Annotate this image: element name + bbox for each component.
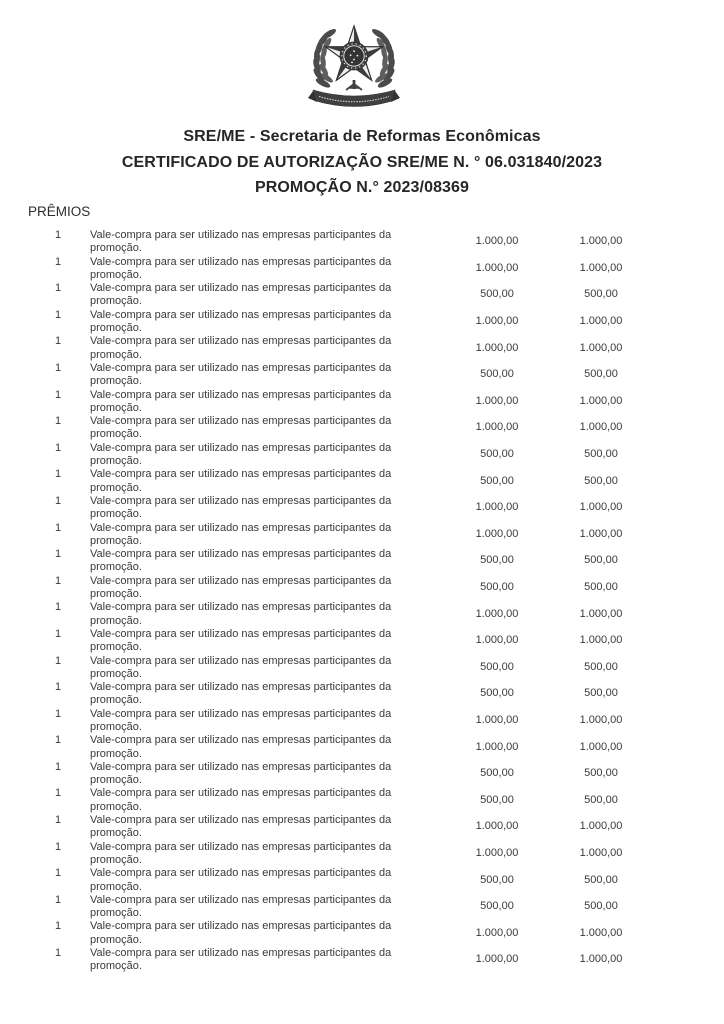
- prize-quantity: 1: [54, 468, 62, 481]
- prize-row: [0, 256, 724, 283]
- prize-row: [0, 415, 724, 442]
- prize-description: Vale-compra para ser utilizado nas empresas participantes da promoção.: [90, 574, 392, 601]
- prize-description: Vale-compra para ser utilizado nas empresas participantes da promoção.: [90, 548, 392, 574]
- certificate-number-title: CERTIFICADO DE AUTORIZAÇÃO SRE/ME N. ° 06.031840/2023: [121, 153, 603, 171]
- brazil-coat-of-arms-icon: [306, 12, 402, 112]
- prize-quantity: 1: [54, 548, 62, 561]
- prizes-table: [0, 229, 724, 974]
- prize-total-value: 500,00: [584, 900, 618, 913]
- prize-unit-value: 1.000,00: [475, 394, 519, 407]
- prize-unit-value: 1.000,00: [475, 846, 519, 859]
- prize-total-value: 1.000,00: [579, 261, 623, 274]
- prize-description: Vale-compra para ser utilizado nas empresas participantes da promoção.: [90, 335, 392, 361]
- prize-total-value: 1.000,00: [579, 341, 623, 354]
- prize-unit-value: 1.000,00: [475, 820, 519, 833]
- prize-total-value: 1.000,00: [579, 315, 623, 328]
- prize-unit-value: 1.000,00: [475, 341, 519, 354]
- prize-unit-value: 500,00: [480, 448, 514, 461]
- prize-description: Vale-compra para ser utilizado nas empresas participantes da promoção.: [90, 920, 392, 946]
- prize-row: [0, 655, 724, 682]
- prize-total-value: 500,00: [584, 448, 618, 461]
- prize-row: [0, 628, 724, 655]
- prize-description: Vale-compra para ser utilizado nas empresas participantes da promoção.: [90, 601, 392, 627]
- prize-unit-value: 500,00: [480, 368, 514, 381]
- prize-row: [0, 309, 724, 336]
- prize-row: [0, 734, 724, 761]
- prize-total-value: 500,00: [584, 554, 618, 567]
- prize-description: Vale-compra para ser utilizado nas empresas participantes da promoção.: [90, 867, 392, 893]
- prize-row: [0, 894, 724, 921]
- prize-quantity: 1: [54, 627, 62, 640]
- prize-unit-value: 500,00: [480, 767, 514, 780]
- prize-row: [0, 841, 724, 868]
- prize-row: [0, 787, 724, 814]
- prize-description: Vale-compra para ser utilizado nas empresas participantes da promoção.: [90, 361, 392, 388]
- prize-row: [0, 468, 724, 495]
- prize-unit-value: 500,00: [480, 474, 514, 487]
- prize-row: [0, 522, 724, 549]
- prize-quantity: 1: [54, 308, 62, 321]
- prize-description: Vale-compra para ser utilizado nas empresas participantes da promoção.: [90, 388, 392, 414]
- prize-description: Vale-compra para ser utilizado nas empresas participantes da promoção.: [90, 521, 392, 547]
- prize-total-value: 1.000,00: [579, 713, 623, 726]
- prize-row: [0, 920, 724, 947]
- org-title: SRE/ME - Secretaria de Reformas Econômicas: [183, 128, 541, 145]
- prize-row: [0, 761, 724, 788]
- prize-quantity: 1: [54, 760, 62, 773]
- prize-total-value: 500,00: [584, 288, 618, 301]
- prize-row: [0, 575, 724, 602]
- prize-description: Vale-compra para ser utilizado nas empresas participantes da promoção.: [90, 734, 392, 760]
- prize-description: Vale-compra para ser utilizado nas empresas participantes da promoção.: [90, 840, 392, 866]
- prize-quantity: 1: [54, 494, 62, 507]
- prize-quantity: 1: [54, 893, 62, 906]
- prize-total-value: 500,00: [584, 687, 618, 700]
- prize-description: Vale-compra para ser utilizado nas empresas participantes da promoção.: [90, 893, 392, 920]
- prize-quantity: 1: [54, 947, 62, 960]
- prize-unit-value: 1.000,00: [475, 740, 519, 753]
- prize-quantity: 1: [54, 361, 62, 374]
- prize-quantity: 1: [54, 415, 62, 428]
- prize-total-value: 500,00: [584, 581, 618, 594]
- prize-unit-value: 1.000,00: [475, 713, 519, 726]
- prize-quantity: 1: [54, 255, 62, 268]
- prize-quantity: 1: [54, 441, 62, 454]
- premios-section-title: PRÊMIOS: [28, 204, 91, 219]
- prize-description: Vale-compra para ser utilizado nas empresas participantes da promoção.: [90, 468, 392, 494]
- prize-total-value: 1.000,00: [579, 953, 623, 966]
- prize-row: [0, 495, 724, 522]
- prize-description: Vale-compra para ser utilizado nas empresas participantes da promoção.: [90, 814, 392, 840]
- prize-total-value: 500,00: [584, 767, 618, 780]
- prize-description: Vale-compra para ser utilizado nas empresas participantes da promoção.: [90, 441, 392, 468]
- prize-row: [0, 601, 724, 628]
- prize-row: [0, 814, 724, 841]
- prize-description: Vale-compra para ser utilizado nas empresas participantes da promoção.: [90, 282, 392, 308]
- prize-description: Vale-compra para ser utilizado nas empresas participantes da promoção.: [90, 787, 392, 813]
- prize-unit-value: 1.000,00: [475, 261, 519, 274]
- prize-row: [0, 282, 724, 309]
- prize-quantity: 1: [54, 920, 62, 933]
- prize-unit-value: 500,00: [480, 660, 514, 673]
- prize-row: [0, 362, 724, 389]
- prize-quantity: 1: [54, 867, 62, 880]
- prize-unit-value: 500,00: [480, 900, 514, 913]
- prize-total-value: 1.000,00: [579, 527, 623, 540]
- prize-unit-value: 1.000,00: [475, 926, 519, 939]
- prize-quantity: 1: [54, 814, 62, 827]
- prize-unit-value: 500,00: [480, 873, 514, 886]
- prize-description: Vale-compra para ser utilizado nas empresas participantes da promoção.: [90, 494, 392, 521]
- prize-total-value: 1.000,00: [579, 820, 623, 833]
- prize-description: Vale-compra para ser utilizado nas empresas participantes da promoção.: [90, 707, 392, 733]
- prize-unit-value: 500,00: [480, 554, 514, 567]
- prize-total-value: 500,00: [584, 368, 618, 381]
- prize-total-value: 500,00: [584, 474, 618, 487]
- prize-row: [0, 947, 724, 974]
- prize-description: Vale-compra para ser utilizado nas empresas participantes da promoção.: [90, 654, 392, 680]
- document-title-block: [0, 124, 724, 201]
- prize-unit-value: 1.000,00: [475, 634, 519, 647]
- prize-total-value: 1.000,00: [579, 607, 623, 620]
- prize-quantity: 1: [54, 229, 62, 241]
- prize-unit-value: 1.000,00: [475, 421, 519, 434]
- prize-total-value: 1.000,00: [579, 235, 623, 248]
- prize-row: [0, 681, 724, 708]
- prize-total-value: 1.000,00: [579, 421, 623, 434]
- prize-row: [0, 867, 724, 894]
- prize-total-value: 1.000,00: [579, 501, 623, 514]
- prize-total-value: 1.000,00: [579, 634, 623, 647]
- prize-total-value: 1.000,00: [579, 926, 623, 939]
- prize-unit-value: 500,00: [480, 687, 514, 700]
- prize-description: Vale-compra para ser utilizado nas empresas participantes da promoção.: [90, 308, 392, 335]
- promotion-number-title: PROMOÇÃO N.° 2023/08369: [254, 179, 470, 196]
- brazil-coat-of-arms-icon: [306, 12, 402, 112]
- prize-quantity: 1: [54, 601, 62, 614]
- prize-row: [0, 389, 724, 416]
- prize-description: Vale-compra para ser utilizado nas empresas participantes da promoção.: [90, 947, 392, 973]
- prize-quantity: 1: [54, 654, 62, 667]
- prize-total-value: 1.000,00: [579, 740, 623, 753]
- prize-description: Vale-compra para ser utilizado nas empresas participantes da promoção.: [90, 760, 392, 787]
- prize-unit-value: 500,00: [480, 793, 514, 806]
- prize-unit-value: 1.000,00: [475, 315, 519, 328]
- prize-quantity: 1: [54, 681, 62, 694]
- prize-unit-value: 1.000,00: [475, 501, 519, 514]
- prize-quantity: 1: [54, 574, 62, 587]
- prize-quantity: 1: [54, 787, 62, 800]
- prize-description: Vale-compra para ser utilizado nas empresas participantes da promoção.: [90, 255, 392, 281]
- prize-description: Vale-compra para ser utilizado nas empresas participantes da promoção.: [90, 627, 392, 654]
- prize-total-value: 500,00: [584, 873, 618, 886]
- prize-row: [0, 708, 724, 735]
- prize-quantity: 1: [54, 335, 62, 348]
- prize-unit-value: 1.000,00: [475, 953, 519, 966]
- prize-unit-value: 1.000,00: [475, 527, 519, 540]
- prize-row: [0, 548, 724, 575]
- prize-unit-value: 1.000,00: [475, 235, 519, 248]
- prize-description: Vale-compra para ser utilizado nas empresas participantes da promoção.: [90, 415, 392, 441]
- prize-row: [0, 335, 724, 362]
- prize-quantity: 1: [54, 388, 62, 401]
- prize-quantity: 1: [54, 707, 62, 720]
- prize-total-value: 1.000,00: [579, 394, 623, 407]
- prize-quantity: 1: [54, 521, 62, 534]
- prize-unit-value: 500,00: [480, 288, 514, 301]
- prize-quantity: 1: [54, 840, 62, 853]
- prize-total-value: 500,00: [584, 660, 618, 673]
- prize-unit-value: 500,00: [480, 581, 514, 594]
- prize-total-value: 1.000,00: [579, 846, 623, 859]
- prize-quantity: 1: [54, 282, 62, 295]
- prize-row: [0, 442, 724, 469]
- prize-row: [0, 229, 724, 256]
- prize-quantity: 1: [54, 734, 62, 747]
- prize-unit-value: 1.000,00: [475, 607, 519, 620]
- prize-total-value: 500,00: [584, 793, 618, 806]
- prize-description: Vale-compra para ser utilizado nas empresas participantes da promoção.: [90, 681, 392, 707]
- prize-description: Vale-compra para ser utilizado nas empresas participantes da promoção.: [90, 229, 392, 255]
